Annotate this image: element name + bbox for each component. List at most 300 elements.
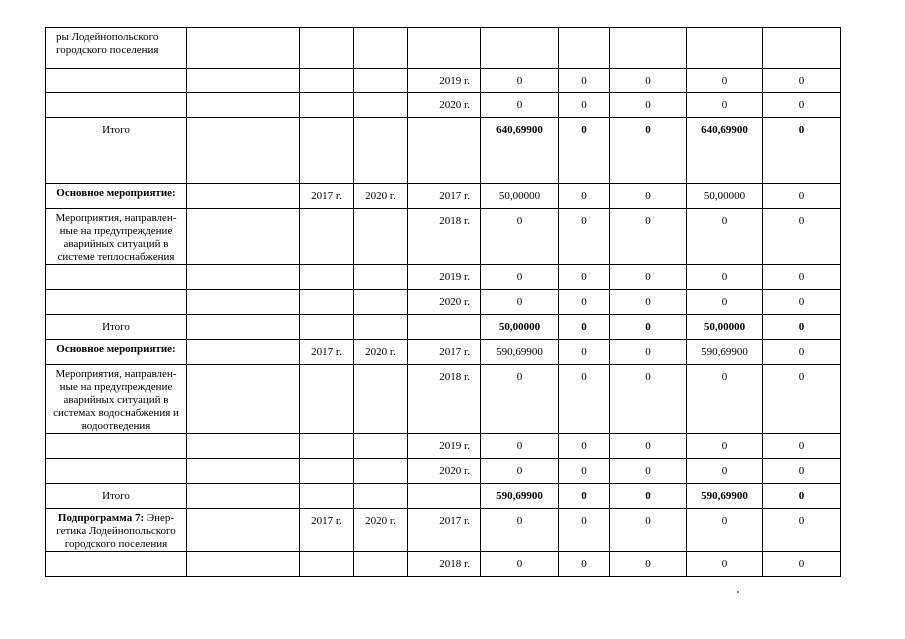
end-cell	[354, 28, 408, 69]
year-value: 2019 г.	[439, 440, 470, 452]
description-cell	[46, 28, 187, 69]
description-cell	[46, 290, 187, 315]
v4-value: 590,69900	[701, 490, 748, 502]
v2-value: 0	[581, 190, 587, 202]
v1-cell	[481, 184, 559, 209]
start-value	[300, 484, 353, 490]
v2-cell	[559, 484, 610, 509]
start-cell	[300, 340, 354, 365]
v2-cell	[559, 552, 610, 577]
year-cell	[408, 93, 481, 118]
year-cell	[408, 184, 481, 209]
v1-cell	[481, 509, 559, 552]
description-cell	[46, 315, 187, 340]
v3-cell	[610, 118, 687, 184]
description-cell	[46, 184, 187, 209]
v5-value: 0	[798, 346, 805, 358]
v3-value: 0	[645, 190, 651, 202]
table-row	[46, 209, 841, 265]
start-value	[300, 315, 353, 321]
description-text: Итого	[102, 490, 130, 502]
v5-cell	[763, 28, 841, 69]
start-cell	[300, 365, 354, 434]
year-cell	[408, 28, 481, 69]
v3-cell	[610, 209, 687, 265]
executor-cell	[187, 340, 300, 365]
end-value: 2020 г.	[365, 346, 396, 358]
v2-cell	[559, 118, 610, 184]
v2-value: 0	[581, 440, 587, 452]
description-cell	[46, 459, 187, 484]
v3-value: 0	[645, 99, 651, 111]
v1-value: 0	[516, 465, 523, 477]
v1-value: 0	[516, 99, 523, 111]
start-cell	[300, 315, 354, 340]
v1-cell	[481, 552, 559, 577]
v5-cell	[763, 340, 841, 365]
v2-cell	[559, 340, 610, 365]
v2-cell	[559, 209, 610, 265]
v4-value: 0	[721, 99, 728, 111]
v5-cell	[763, 365, 841, 434]
v1-cell	[481, 315, 559, 340]
v2-cell	[559, 509, 610, 552]
start-value	[300, 28, 353, 34]
v2-cell	[559, 365, 610, 434]
start-cell	[300, 28, 354, 69]
v2-cell	[559, 69, 610, 93]
v5-value	[763, 28, 840, 34]
end-value	[354, 290, 407, 296]
v5-cell	[763, 459, 841, 484]
description-cell	[46, 265, 187, 290]
v3-value: 0	[645, 558, 651, 570]
v3-cell	[610, 290, 687, 315]
v1-cell	[481, 365, 559, 434]
start-cell	[300, 265, 354, 290]
v4-cell	[687, 265, 763, 290]
v2-value: 0	[581, 215, 587, 227]
v4-cell	[687, 28, 763, 69]
v2-value: 0	[581, 515, 587, 527]
budget-table	[45, 27, 841, 577]
v2-cell	[559, 184, 610, 209]
end-value	[354, 484, 407, 490]
v2-value: 0	[581, 465, 587, 477]
year-cell	[408, 209, 481, 265]
v5-value: 0	[798, 440, 805, 452]
year-cell	[408, 340, 481, 365]
year-value	[408, 315, 480, 321]
v4-value: 590,69900	[701, 346, 748, 358]
v5-cell	[763, 290, 841, 315]
year-cell	[408, 484, 481, 509]
start-cell	[300, 184, 354, 209]
v3-value: 0	[645, 440, 651, 452]
v3-cell	[610, 509, 687, 552]
v1-value: 0	[516, 75, 523, 87]
start-value	[300, 265, 353, 271]
v2-cell	[559, 459, 610, 484]
total-row	[46, 118, 841, 184]
v5-cell	[763, 434, 841, 459]
table-row	[46, 552, 841, 577]
v4-value: 0	[721, 215, 728, 227]
v5-cell	[763, 315, 841, 340]
description-cell	[46, 552, 187, 577]
start-value	[300, 434, 353, 440]
v1-value: 0	[516, 440, 523, 452]
v3-cell	[610, 340, 687, 365]
v2-cell	[559, 315, 610, 340]
table-row	[46, 93, 841, 118]
v1-value: 590,69900	[496, 346, 543, 358]
start-value	[300, 69, 353, 75]
executor-cell	[187, 69, 300, 93]
start-cell	[300, 290, 354, 315]
v2-cell	[559, 434, 610, 459]
start-value	[300, 459, 353, 465]
end-cell	[354, 340, 408, 365]
end-cell	[354, 459, 408, 484]
table-row	[46, 184, 841, 209]
table-row	[46, 290, 841, 315]
v3-cell	[610, 93, 687, 118]
total-row	[46, 315, 841, 340]
start-cell	[300, 459, 354, 484]
v4-cell	[687, 184, 763, 209]
v3-cell	[610, 434, 687, 459]
v1-cell	[481, 69, 559, 93]
year-value: 2018 г.	[439, 215, 470, 227]
v4-value: 0	[721, 465, 728, 477]
executor-cell	[187, 552, 300, 577]
end-value	[354, 265, 407, 271]
start-value	[300, 290, 353, 296]
description-cell	[46, 69, 187, 93]
v5-value: 0	[798, 321, 805, 333]
v3-value: 0	[645, 465, 651, 477]
v5-value: 0	[798, 371, 805, 383]
v5-value: 0	[798, 190, 805, 202]
end-value: 2020 г.	[365, 190, 396, 202]
v5-value: 0	[798, 215, 805, 227]
start-value	[300, 93, 353, 99]
table-row	[46, 340, 841, 365]
end-cell	[354, 118, 408, 184]
end-cell	[354, 484, 408, 509]
v4-cell	[687, 93, 763, 118]
v3-value: 0	[645, 490, 651, 502]
v4-cell	[687, 434, 763, 459]
year-value: 2018 г.	[439, 558, 470, 570]
executor-cell	[187, 118, 300, 184]
end-value	[354, 28, 407, 34]
v1-value: 0	[516, 215, 523, 227]
v4-value: 640,69900	[701, 124, 748, 136]
v4-cell	[687, 365, 763, 434]
table-row	[46, 434, 841, 459]
v2-cell	[559, 28, 610, 69]
year-cell	[408, 315, 481, 340]
v1-value: 50,00000	[498, 190, 541, 202]
year-value	[408, 118, 480, 124]
description-cell	[46, 340, 187, 365]
v1-value: 590,69900	[496, 490, 543, 502]
end-value	[354, 93, 407, 99]
year-cell	[408, 265, 481, 290]
start-cell	[300, 209, 354, 265]
description-bold: Подпрограмма 7:	[57, 512, 145, 524]
v1-cell	[481, 28, 559, 69]
description-cell	[46, 509, 187, 552]
end-cell	[354, 184, 408, 209]
start-cell	[300, 118, 354, 184]
executor-cell	[187, 290, 300, 315]
v5-cell	[763, 69, 841, 93]
v3-value: 0	[645, 371, 651, 383]
executor-cell	[187, 509, 300, 552]
v2-value: 0	[581, 124, 587, 136]
v3-cell	[610, 265, 687, 290]
year-value: 2020 г.	[439, 99, 470, 111]
v3-cell	[610, 484, 687, 509]
year-value: 2017 г.	[439, 346, 470, 358]
v4-value: 0	[721, 75, 728, 87]
v2-value: 0	[581, 371, 587, 383]
v4-cell	[687, 290, 763, 315]
start-value	[300, 209, 353, 215]
v4-cell	[687, 209, 763, 265]
v5-value: 0	[798, 558, 805, 570]
executor-cell	[187, 28, 300, 69]
year-value: 2019 г.	[439, 75, 470, 87]
v3-value	[610, 28, 686, 34]
description-text: Мероприятия, направлен-ные на предупреждение аварийных ситуаций в системах водоснабжения и водоотведения	[53, 368, 179, 432]
start-value	[300, 118, 353, 124]
v1-cell	[481, 459, 559, 484]
end-cell	[354, 69, 408, 93]
v3-cell	[610, 365, 687, 434]
v1-value: 50,00000	[498, 321, 541, 333]
v1-cell	[481, 290, 559, 315]
v1-value: 0	[516, 371, 523, 383]
year-value: 2019 г.	[439, 271, 470, 283]
v2-value: 0	[581, 346, 587, 358]
v5-value: 0	[798, 124, 805, 136]
end-value	[354, 552, 407, 558]
year-value	[408, 484, 480, 490]
table-row	[46, 265, 841, 290]
v5-value: 0	[798, 490, 805, 502]
description-cell	[46, 365, 187, 434]
v4-cell	[687, 459, 763, 484]
executor-cell	[187, 365, 300, 434]
year-cell	[408, 118, 481, 184]
start-cell	[300, 434, 354, 459]
v2-cell	[559, 290, 610, 315]
v5-value: 0	[798, 75, 805, 87]
v3-cell	[610, 28, 687, 69]
year-cell	[408, 290, 481, 315]
v5-value: 0	[798, 271, 805, 283]
total-row	[46, 484, 841, 509]
end-value	[354, 365, 407, 371]
year-cell	[408, 69, 481, 93]
year-value: 2017 г.	[439, 515, 470, 527]
v2-value: 0	[581, 558, 587, 570]
start-value: 2017 г.	[311, 190, 342, 202]
description-text: Итого	[102, 124, 130, 136]
start-value	[300, 365, 353, 371]
v4-cell	[687, 552, 763, 577]
v3-cell	[610, 69, 687, 93]
start-cell	[300, 509, 354, 552]
executor-cell	[187, 93, 300, 118]
description-bold: Основное мероприятие:	[56, 187, 176, 199]
description-cell	[46, 434, 187, 459]
executor-cell	[187, 484, 300, 509]
v4-value: 0	[721, 558, 728, 570]
v2-value: 0	[581, 321, 587, 333]
v4-value: 0	[721, 271, 728, 283]
v2-value: 0	[581, 296, 587, 308]
v4-cell	[687, 69, 763, 93]
v1-value: 640,69900	[496, 124, 543, 136]
v5-cell	[763, 509, 841, 552]
v3-value: 0	[645, 515, 651, 527]
v3-cell	[610, 552, 687, 577]
executor-cell	[187, 184, 300, 209]
end-value	[354, 118, 407, 124]
v2-value: 0	[581, 490, 587, 502]
v2-value: 0	[581, 75, 587, 87]
executor-cell	[187, 434, 300, 459]
end-cell	[354, 265, 408, 290]
end-value	[354, 209, 407, 215]
v1-cell	[481, 93, 559, 118]
v5-value: 0	[798, 296, 805, 308]
v2-value: 0	[581, 271, 587, 283]
description-cell	[46, 209, 187, 265]
v1-value	[481, 28, 558, 34]
start-value	[300, 552, 353, 558]
v5-value: 0	[798, 99, 805, 111]
year-cell	[408, 459, 481, 484]
v1-cell	[481, 340, 559, 365]
v3-value: 0	[645, 271, 651, 283]
description-text: Энер-гетика Лодейнопольского городского поселения	[56, 512, 176, 550]
v2-value	[559, 28, 609, 34]
v5-cell	[763, 118, 841, 184]
v1-cell	[481, 484, 559, 509]
table-row	[46, 28, 841, 69]
v4-value: 0	[721, 515, 728, 527]
year-cell	[408, 552, 481, 577]
table-row	[46, 69, 841, 93]
v3-cell	[610, 459, 687, 484]
year-value: 2020 г.	[439, 465, 470, 477]
end-cell	[354, 434, 408, 459]
executor-cell	[187, 209, 300, 265]
table-row	[46, 509, 841, 552]
end-cell	[354, 93, 408, 118]
end-cell	[354, 552, 408, 577]
v5-cell	[763, 484, 841, 509]
v4-cell	[687, 509, 763, 552]
executor-cell	[187, 265, 300, 290]
v3-cell	[610, 184, 687, 209]
year-cell	[408, 365, 481, 434]
v5-cell	[763, 552, 841, 577]
executor-cell	[187, 459, 300, 484]
v3-value: 0	[645, 321, 651, 333]
v4-cell	[687, 315, 763, 340]
v3-value: 0	[645, 75, 651, 87]
v1-cell	[481, 118, 559, 184]
v5-cell	[763, 209, 841, 265]
start-cell	[300, 484, 354, 509]
v1-value: 0	[516, 558, 523, 570]
v5-value: 0	[798, 515, 805, 527]
v1-cell	[481, 209, 559, 265]
end-value	[354, 315, 407, 321]
v5-value: 0	[798, 465, 805, 477]
v4-value: 0	[721, 296, 728, 308]
end-cell	[354, 509, 408, 552]
end-value	[354, 69, 407, 75]
end-cell	[354, 365, 408, 434]
description-text: Мероприятия, направлен-ные на предупреждение аварийных ситуаций в системе теплоснабжения	[55, 212, 177, 263]
v5-cell	[763, 184, 841, 209]
v3-value: 0	[645, 124, 651, 136]
v4-value	[687, 28, 762, 34]
v5-cell	[763, 265, 841, 290]
year-cell	[408, 509, 481, 552]
v1-cell	[481, 434, 559, 459]
description-bold: Основное мероприятие:	[56, 343, 176, 355]
year-value: 2018 г.	[439, 371, 470, 383]
v4-value: 50,00000	[703, 190, 746, 202]
description-cell	[46, 484, 187, 509]
year-value	[408, 28, 480, 34]
end-cell	[354, 290, 408, 315]
v3-cell	[610, 315, 687, 340]
v3-value: 0	[645, 346, 651, 358]
start-cell	[300, 93, 354, 118]
v4-value: 0	[721, 371, 728, 383]
v2-cell	[559, 93, 610, 118]
start-value: 2017 г.	[311, 515, 342, 527]
start-cell	[300, 69, 354, 93]
v4-value: 50,00000	[703, 321, 746, 333]
v4-value: 0	[721, 440, 728, 452]
description-cell	[46, 118, 187, 184]
v4-cell	[687, 484, 763, 509]
description-text: ры Лодейнопольского городского поселения	[56, 31, 159, 56]
end-cell	[354, 315, 408, 340]
description-text: Итого	[102, 321, 130, 333]
end-value: 2020 г.	[365, 515, 396, 527]
executor-cell	[187, 315, 300, 340]
v3-value: 0	[645, 296, 651, 308]
end-cell	[354, 209, 408, 265]
v5-cell	[763, 93, 841, 118]
description-cell	[46, 93, 187, 118]
v1-value: 0	[516, 296, 523, 308]
v2-cell	[559, 265, 610, 290]
start-cell	[300, 552, 354, 577]
